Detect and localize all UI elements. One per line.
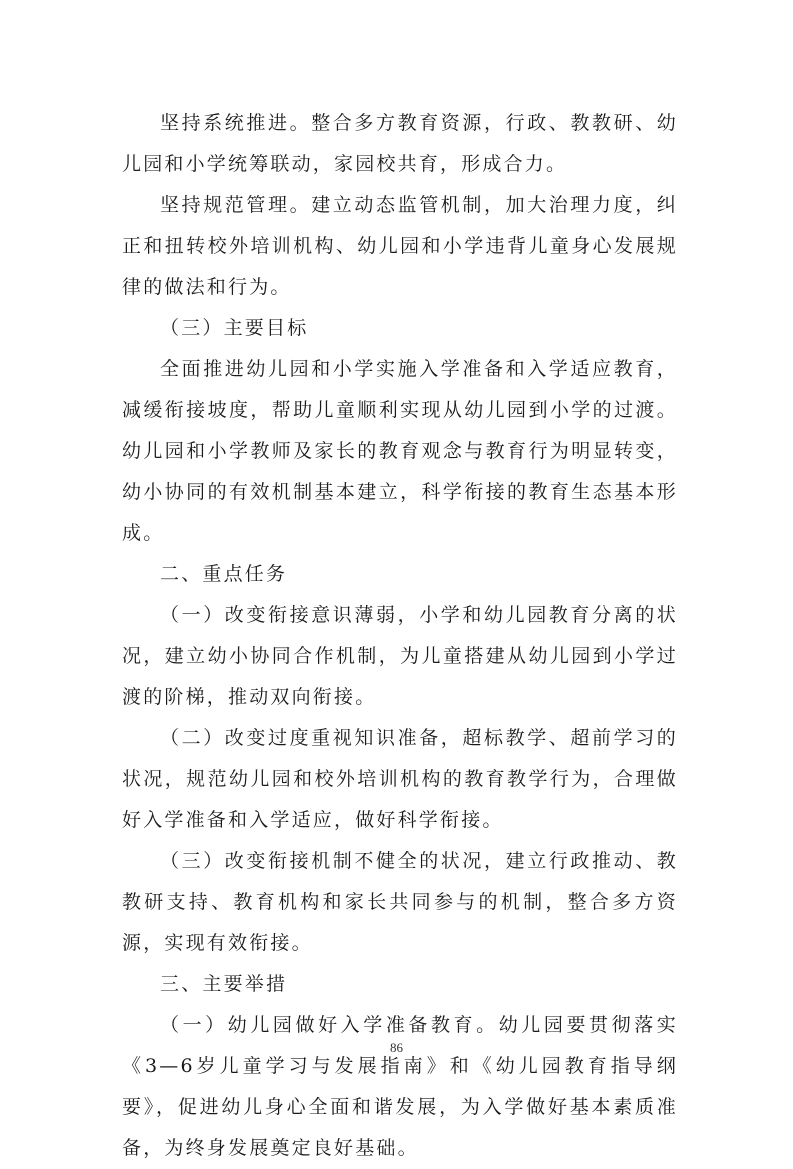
section-heading-main-measures: 三、主要举措 [160,973,288,995]
paragraph-task-three: （三）改变衔接机制不健全的状况，建立行政推动、教教研支持、教育机构和家长共同参与的机制，整合多方资源，实现有效衔接。 [122,850,678,954]
section-heading-main-goals: （三）主要目标 [160,317,309,339]
paragraph-task-one: （一）改变衔接意识薄弱，小学和幼儿园教育分离的状况，建立幼小协同合作机制，为儿童搭建从幼儿园到小学过渡的阶梯，推动双向衔接。 [122,604,678,708]
page-number: 86 [390,1040,403,1055]
paragraph-standardized-management: 坚持规范管理。建立动态监管机制，加大治理力度，纠正和扭转校外培训机构、幼儿园和小学违背儿童身心发展规律的做法和行为。 [122,194,678,298]
paragraph-measure-one: （一）幼儿园做好入学准备教育。幼儿园要贯彻落实《3—6岁儿童学习与发展指南》和《幼儿园教育指导纲要》，促进幼儿身心全面和谐发展，为入学做好基本素质准备，为终身发展奠定良好基础。 [122,1014,678,1159]
paragraph-systematic-advance: 坚持系统推进。整合多方教育资源，行政、教教研、幼儿园和小学统筹联动，家园校共育，形成合力。 [122,112,678,175]
paragraph-main-goals: 全面推进幼儿园和小学实施入学准备和入学适应教育，减缓衔接坡度，帮助儿童顺利实现从幼儿园到小学的过渡。幼儿园和小学教师及家长的教育观念与教育行为明显转变，幼小协同的有效机制基本建立，科学衔接的教育生态基本形成。 [122,358,678,544]
paragraph-task-two: （二）改变过度重视知识准备，超标教学、超前学习的状况，规范幼儿园和校外培训机构的教育教学行为，合理做好入学准备和入学适应，做好科学衔接。 [122,727,678,831]
section-heading-key-tasks: 二、重点任务 [160,563,288,585]
document-body [122,103,678,1169]
